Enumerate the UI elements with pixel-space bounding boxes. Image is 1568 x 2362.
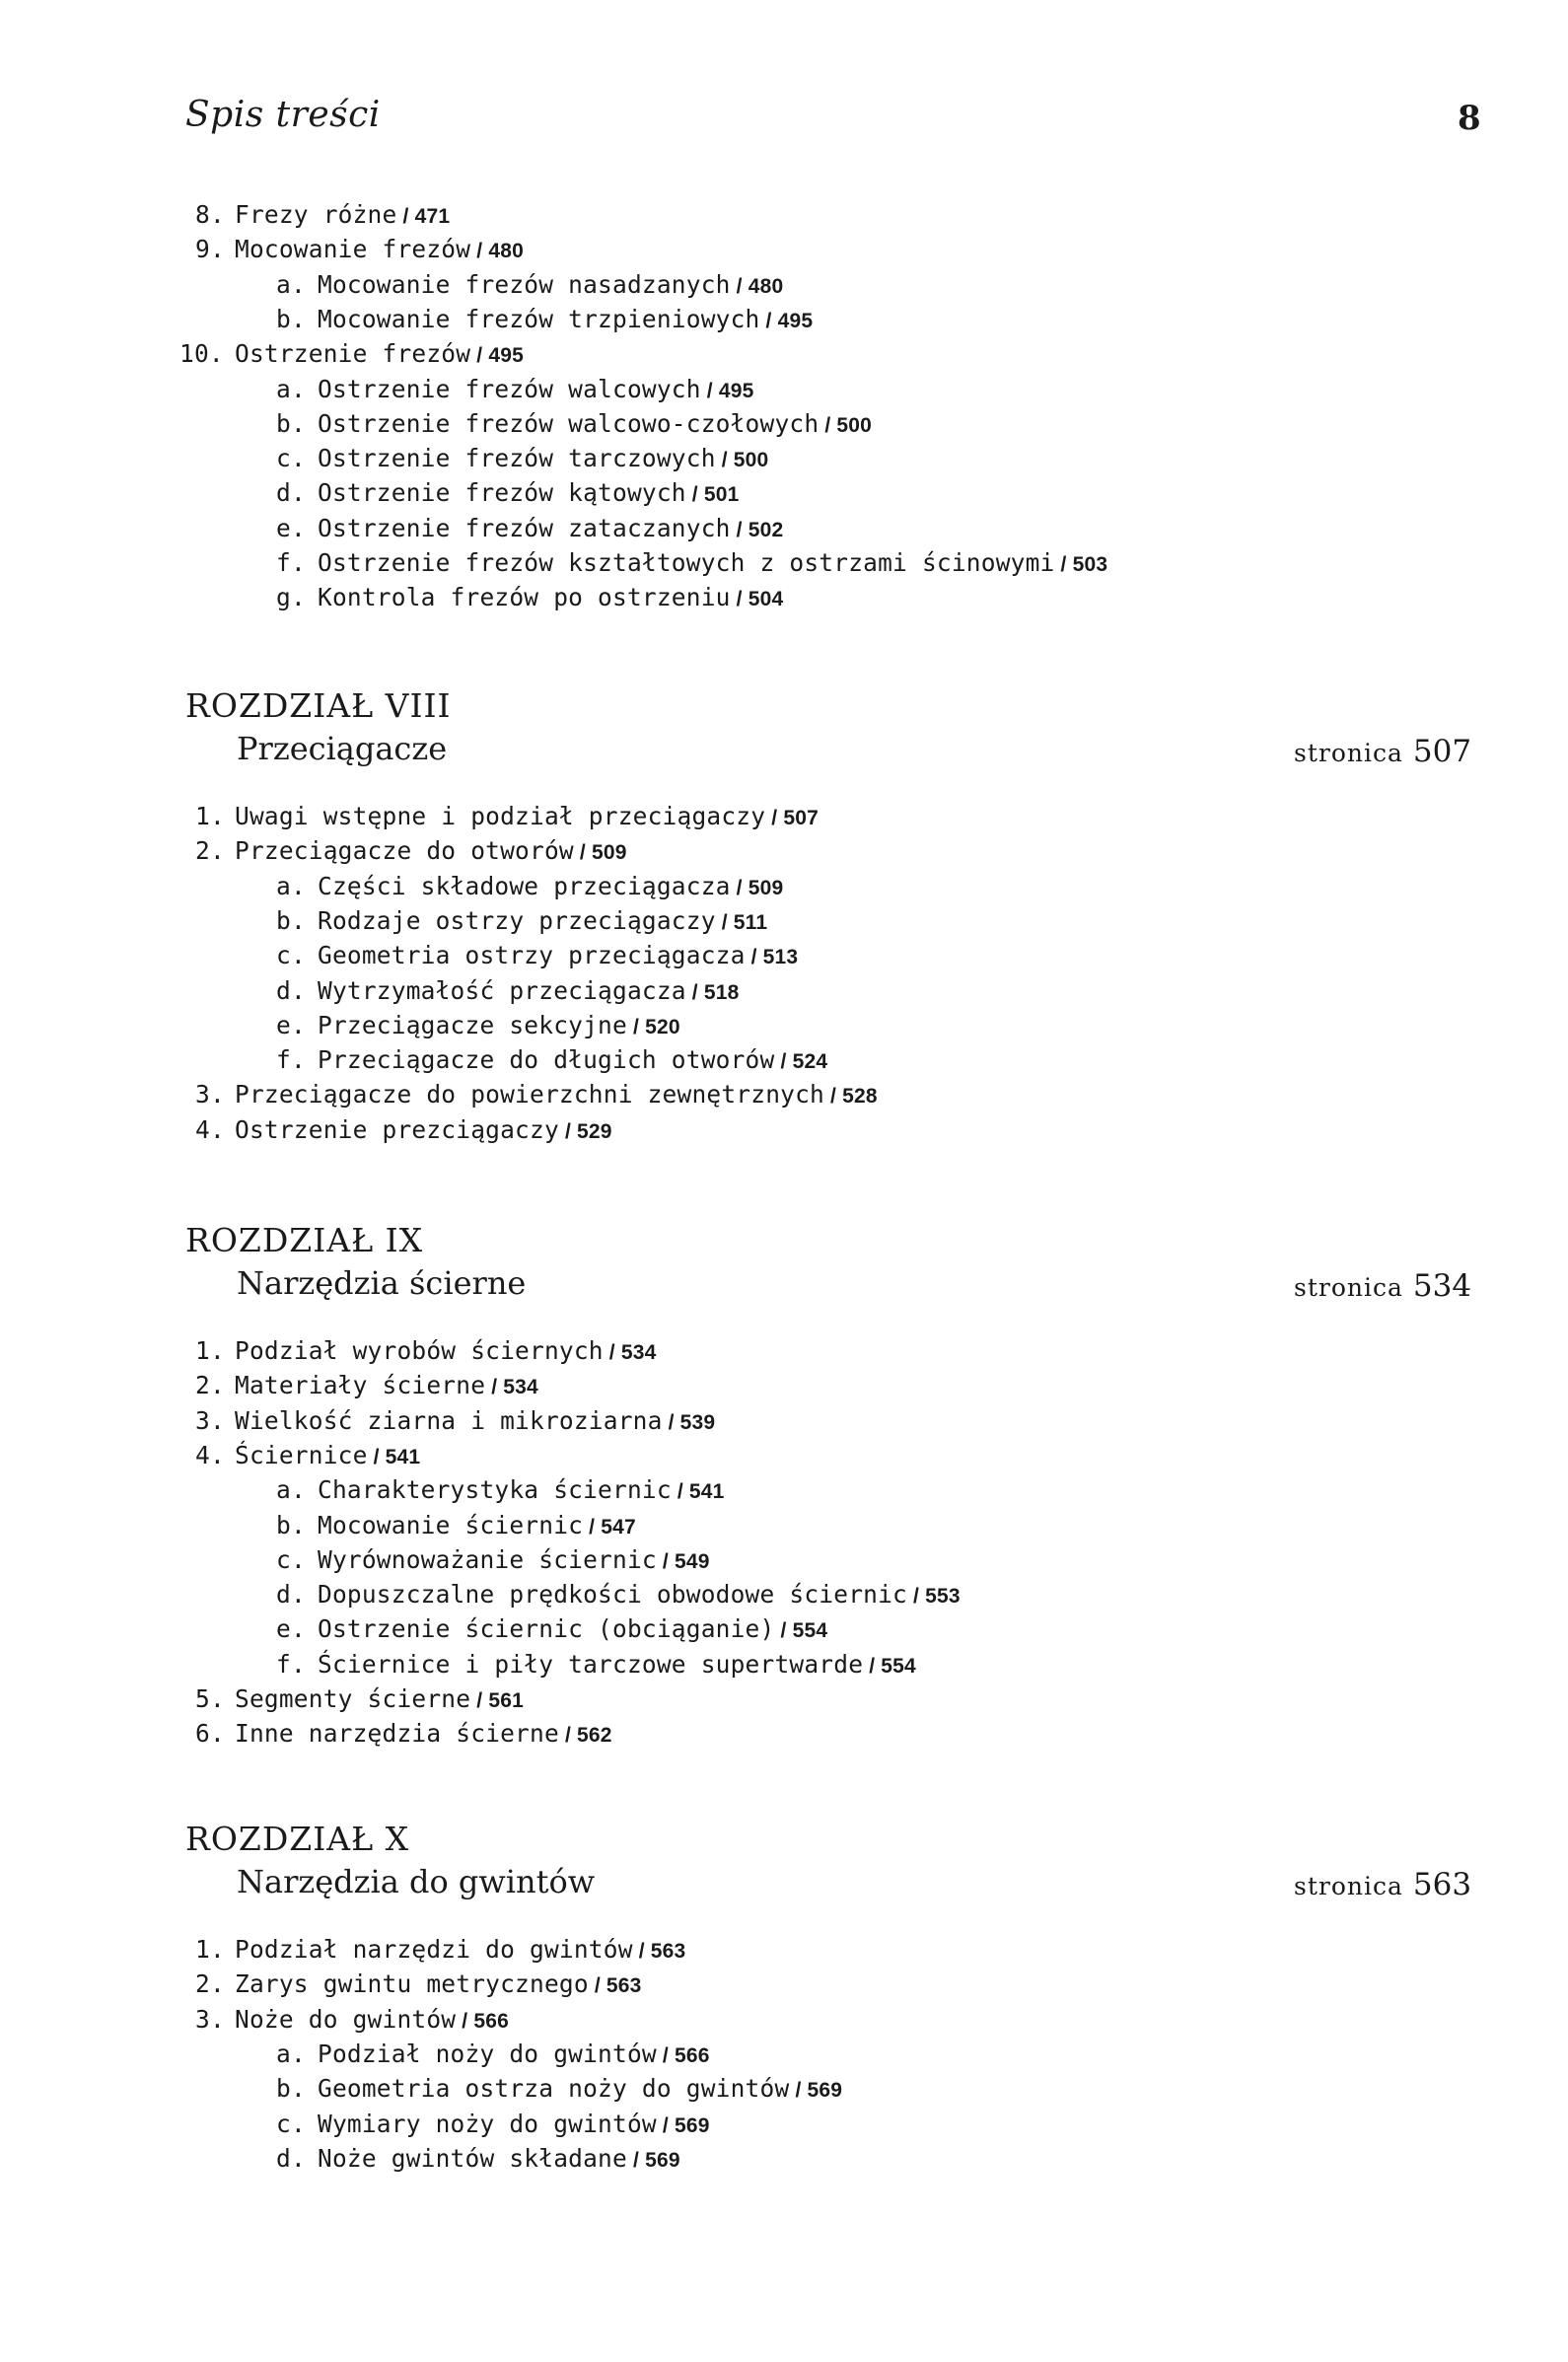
toc-entry (276, 549, 1107, 579)
toc-entry-number: d. (276, 975, 306, 1005)
toc-entry-number: 2. (195, 1969, 225, 1999)
toc-entry-number: 10. (179, 339, 224, 369)
toc-entry-number: d. (276, 478, 306, 508)
toc-entry (276, 1615, 827, 1645)
toc-entry-separator: / (656, 1549, 675, 1573)
toc-entry-number: c. (276, 1544, 306, 1574)
toc-entry-number: 3. (195, 1405, 225, 1435)
toc-entry (276, 942, 798, 971)
toc-entry-separator: / (745, 946, 763, 969)
toc-entry-page: 562 (577, 1724, 612, 1748)
toc-entry (168, 803, 819, 832)
toc-entry-number: 9. (195, 235, 225, 264)
toc-entry-page: 518 (703, 980, 740, 1004)
toc-entry-separator: / (626, 2148, 646, 2172)
toc-entry-number: 3. (195, 2004, 225, 2034)
toc-entry-text: Mocowanie frezów nasadzanych (318, 269, 731, 299)
chapter-title: Przeciągacze (237, 730, 448, 767)
toc-entry-page: 495 (777, 309, 814, 332)
toc-entry-number: e. (276, 1614, 306, 1644)
chapter-start-page (1294, 1867, 1471, 1902)
toc-entry-text: Noże gwintów składane (318, 2143, 627, 2173)
toc-entry-number: d. (276, 1580, 306, 1610)
toc-entry-separator: / (603, 1341, 621, 1364)
toc-entry-page: 511 (733, 910, 768, 934)
toc-entry-separator: / (730, 274, 748, 298)
toc-entry-separator: / (558, 1724, 578, 1748)
toc-entry-text: Rodzaje ostrzy przeciągaczy (318, 905, 716, 935)
toc-entry (168, 1720, 612, 1750)
toc-entry-separator: / (907, 1585, 926, 1609)
toc-entry-number: 2. (195, 1371, 225, 1400)
toc-entry-number: g. (276, 583, 306, 612)
toc-entry-number: 1. (195, 1935, 225, 1964)
toc-entry-page: 563 (606, 1974, 642, 1998)
toc-entry-text: Wielkość ziarna i mikroziarna (235, 1405, 663, 1435)
toc-entry-number: b. (276, 304, 306, 333)
toc-entry (168, 1116, 612, 1146)
toc-entry-text: Przeciągacze sekcyjne (318, 1010, 627, 1039)
toc-entry (168, 837, 627, 867)
toc-entry (276, 1476, 725, 1506)
toc-entry-separator: / (1054, 553, 1073, 576)
toc-entry-page: 561 (488, 1689, 524, 1712)
toc-entry-text: Materiały ścierne (235, 1371, 486, 1400)
toc-entry-separator: / (789, 2079, 808, 2103)
toc-entry-separator: / (485, 1376, 504, 1399)
toc-entry (276, 2075, 842, 2105)
toc-entry-text: Mocowanie frezów trzpieniowych (318, 304, 760, 333)
toc-entry-separator: / (700, 379, 719, 402)
chapter-page-word: stronica (1294, 1872, 1403, 1900)
toc-entry-text: Ostrzenie frezów kształtowych z ostrzami ścinowymi (318, 548, 1055, 577)
toc-entry (168, 1372, 538, 1401)
running-header-title: Spis treści (185, 95, 381, 135)
toc-entry (276, 2111, 710, 2140)
toc-entry (168, 1442, 420, 1471)
toc-entry-text: Podział wyrobów ściernych (235, 1336, 604, 1365)
toc-entry-text: Przeciągacze do długich otworów (318, 1045, 775, 1075)
toc-entry-text: Geometria ostrzy przeciągacza (318, 941, 746, 970)
toc-entry-text: Segmenty ścierne (235, 1684, 471, 1713)
toc-entry-text: Charakterystyka ściernic (318, 1475, 672, 1505)
toc-entry-page: 553 (925, 1585, 961, 1609)
toc-entry-page: 500 (733, 449, 769, 472)
toc-entry-page: 480 (748, 274, 784, 298)
toc-entry-number: 4. (195, 1440, 225, 1469)
toc-entry-separator: / (730, 588, 748, 611)
toc-entry-number: c. (276, 2109, 306, 2138)
page-number: 8 (1458, 99, 1481, 138)
toc-entry-separator: / (573, 841, 592, 865)
toc-entry-page: 524 (792, 1050, 828, 1074)
toc-entry-number: b. (276, 1510, 306, 1539)
toc-entry-page: 504 (748, 588, 784, 611)
toc-entry-number: c. (276, 941, 306, 970)
toc-entry-text: Ściernice (235, 1440, 368, 1469)
toc-entry-page: 471 (414, 205, 451, 228)
toc-entry (276, 2040, 710, 2070)
toc-entry-separator: / (656, 2113, 675, 2137)
toc-entry-text: Geometria ostrza noży do gwintów (318, 2074, 790, 2104)
toc-entry-number: c. (276, 444, 306, 473)
toc-entry-page: 520 (645, 1015, 680, 1038)
toc-entry-page: 541 (385, 1445, 421, 1468)
toc-entry-text: Ostrzenie ściernic (obciąganie) (318, 1614, 775, 1644)
toc-entry (276, 445, 768, 474)
toc-entry-separator: / (583, 1515, 602, 1539)
toc-entry-text: Inne narzędzia ścierne (235, 1719, 559, 1749)
toc-entry (168, 1685, 524, 1715)
toc-entry-page: 563 (650, 1940, 686, 1963)
toc-entry-page: 566 (473, 2009, 510, 2033)
toc-entry (276, 1046, 827, 1076)
toc-entry (168, 1970, 642, 2000)
toc-entry-page: 513 (762, 946, 799, 969)
chapter-start-page (1294, 734, 1471, 769)
toc-entry-number: f. (276, 1045, 306, 1075)
toc-entry-separator: / (588, 1974, 606, 1998)
toc-entry-page: 495 (718, 379, 754, 402)
toc-entry-text: Ostrzenie frezów zataczanych (318, 513, 731, 542)
toc-entry-separator: / (774, 1050, 793, 1074)
toc-entry-page: 566 (674, 2043, 710, 2067)
toc-entry-text: Ostrzenie frezów kątowych (318, 478, 686, 508)
toc-entry-number: 8. (195, 200, 225, 229)
toc-entry-number: 6. (195, 1719, 225, 1749)
toc-entry (276, 479, 740, 509)
toc-entry-page: 509 (591, 841, 627, 865)
toc-entry (276, 376, 753, 405)
toc-entry (276, 515, 783, 544)
toc-entry-separator: / (730, 876, 748, 899)
toc-entry-number: a. (276, 374, 306, 403)
toc-entry-separator: / (819, 413, 837, 437)
toc-entry-number: 4. (195, 1114, 225, 1144)
toc-entry-separator: / (626, 1015, 646, 1038)
toc-entry (276, 1012, 680, 1041)
toc-entry (168, 1337, 657, 1367)
toc-entry-page: 529 (577, 1119, 612, 1143)
toc-entry (168, 1407, 715, 1437)
chapter-page-number: 563 (1412, 1867, 1472, 1902)
toc-entry-separator: / (632, 1940, 651, 1963)
toc-entry (276, 873, 783, 902)
toc-entry-text: Przeciągacze do powierzchni zewnętrznych (235, 1080, 825, 1109)
toc-entry-page: 495 (488, 344, 524, 368)
toc-entry (276, 977, 740, 1007)
toc-entry (276, 1546, 710, 1576)
chapter-page-word: stronica (1294, 739, 1403, 767)
toc-entry-text: Noże do gwintów (235, 2004, 457, 2034)
toc-entry-separator: / (730, 518, 748, 541)
chapter-label: ROZDZIAŁ IX (185, 1221, 424, 1259)
toc-entry-text: Przeciągacze do otworów (235, 836, 574, 866)
toc-entry-text: Ostrzenie frezów walcowych (318, 374, 701, 403)
toc-entry-text: Mocowanie ściernic (318, 1510, 584, 1539)
toc-entry-separator: / (470, 344, 489, 368)
toc-entry-text: Uwagi wstępne i podział przeciągaczy (235, 802, 766, 830)
toc-entry-separator: / (863, 1654, 882, 1678)
toc-entry (276, 1651, 916, 1681)
toc-entry-number: b. (276, 408, 306, 438)
toc-entry-page: 509 (748, 876, 784, 899)
toc-entry-page: 554 (881, 1654, 916, 1678)
toc-entry-separator: / (470, 240, 489, 263)
toc-entry-page: 480 (488, 240, 524, 263)
toc-entry-number: b. (276, 2074, 306, 2104)
toc-entry-text: Wyrównoważanie ściernic (318, 1544, 657, 1574)
toc-entry-page: 534 (503, 1376, 538, 1399)
toc-entry-text: Wytrzymałość przeciągacza (318, 975, 686, 1005)
toc-entry-text: Części składowe przeciągacza (318, 871, 731, 900)
toc-entry (276, 584, 783, 613)
chapter-page-word: stronica (1294, 1273, 1403, 1302)
toc-entry-separator: / (396, 205, 415, 228)
toc-entry-page: 503 (1072, 553, 1108, 576)
toc-entry-separator: / (685, 483, 704, 507)
toc-entry (168, 2006, 509, 2036)
toc-entry-number: f. (276, 548, 306, 577)
toc-entry-text: Frezy różne (235, 200, 397, 229)
toc-entry-number: a. (276, 2039, 306, 2068)
toc-entry-text: Mocowanie frezów (235, 235, 471, 264)
toc-entry-text: Ostrzenie frezów walcowo-czołowych (318, 408, 820, 438)
toc-entry-page: 501 (703, 483, 740, 507)
toc-entry-number: a. (276, 871, 306, 900)
toc-entry-separator: / (671, 1480, 689, 1504)
toc-entry (276, 1581, 961, 1610)
chapter-page-number: 507 (1412, 734, 1472, 769)
toc-entry-separator: / (656, 2043, 675, 2067)
toc-entry-page: 547 (601, 1515, 636, 1539)
toc-entry-page: 528 (842, 1085, 878, 1109)
toc-entry-number: 3. (195, 1080, 225, 1109)
toc-entry-text: Ostrzenie prezciągaczy (235, 1114, 559, 1144)
chapter-page-number: 534 (1412, 1268, 1472, 1304)
toc-entry (276, 306, 813, 335)
toc-entry-number: 2. (195, 836, 225, 866)
toc-entry-number: b. (276, 905, 306, 935)
toc-entry-page: 554 (792, 1619, 828, 1643)
chapter-label: ROZDZIAŁ X (185, 1820, 410, 1858)
toc-entry-separator: / (456, 2009, 474, 2033)
toc-entry-page: 539 (679, 1410, 716, 1434)
toc-entry (276, 907, 767, 937)
toc-entry-page: 569 (645, 2148, 680, 2172)
toc-entry-text: Ostrzenie frezów tarczowych (318, 444, 716, 473)
toc-entry-page: 502 (748, 518, 784, 541)
toc-entry-number: e. (276, 1010, 306, 1039)
toc-entry-text: Podział narzędzi do gwintów (235, 1935, 633, 1964)
toc-entry (276, 271, 783, 301)
toc-entry-separator: / (470, 1689, 489, 1712)
toc-entry-number: 1. (195, 802, 225, 830)
toc-entry-separator: / (715, 449, 734, 472)
toc-entry-separator: / (765, 807, 784, 829)
toc-entry-text: Zarys gwintu metrycznego (235, 1969, 589, 1999)
chapter-title: Narzędzia ścierne (237, 1264, 527, 1302)
toc-entry-page: 500 (836, 413, 873, 437)
toc-entry (276, 410, 872, 440)
toc-entry-number: e. (276, 513, 306, 542)
toc-entry (168, 201, 450, 231)
toc-entry-number: f. (276, 1649, 306, 1679)
toc-entry-text: Wymiary noży do gwintów (318, 2109, 657, 2138)
chapter-label: ROZDZIAŁ VIII (185, 686, 452, 725)
toc-entry-number: a. (276, 269, 306, 299)
toc-entry-number: a. (276, 1475, 306, 1505)
toc-entry-separator: / (685, 980, 704, 1004)
toc-entry (276, 1512, 636, 1541)
toc-entry-page: 534 (620, 1341, 657, 1364)
toc-entry-separator: / (715, 910, 734, 934)
toc-entry-text: Ściernice i piły tarczowe supertwarde (318, 1649, 864, 1679)
toc-entry-text: Podział noży do gwintów (318, 2039, 657, 2068)
toc-entry-separator: / (824, 1085, 843, 1109)
toc-entry-number: 1. (195, 1336, 225, 1365)
toc-entry (168, 1081, 878, 1110)
toc-entry-page: 569 (674, 2113, 710, 2137)
toc-entry-page: 569 (807, 2079, 843, 2103)
toc-entry (168, 340, 524, 370)
toc-entry-text: Kontrola frezów po ostrzeniu (318, 583, 731, 612)
chapter-title: Narzędzia do gwintów (237, 1863, 596, 1900)
toc-entry-separator: / (774, 1619, 793, 1643)
toc-entry-page: 507 (783, 807, 819, 829)
toc-entry-page: 541 (688, 1480, 725, 1504)
toc-entry-separator: / (759, 309, 778, 332)
toc-entry-separator: / (558, 1119, 578, 1143)
toc-entry-page: 549 (674, 1549, 710, 1573)
toc-entry (168, 1936, 685, 1966)
toc-entry-number: 5. (195, 1684, 225, 1713)
toc-entry-separator: / (367, 1445, 386, 1468)
toc-entry (276, 2145, 680, 2175)
toc-entry (168, 236, 524, 265)
toc-entry-text: Ostrzenie frezów (235, 339, 471, 369)
toc-entry-text: Dopuszczalne prędkości obwodowe ściernic (318, 1580, 908, 1610)
toc-entry-separator: / (662, 1410, 680, 1434)
toc-entry-number: d. (276, 2143, 306, 2173)
chapter-start-page (1294, 1268, 1471, 1304)
